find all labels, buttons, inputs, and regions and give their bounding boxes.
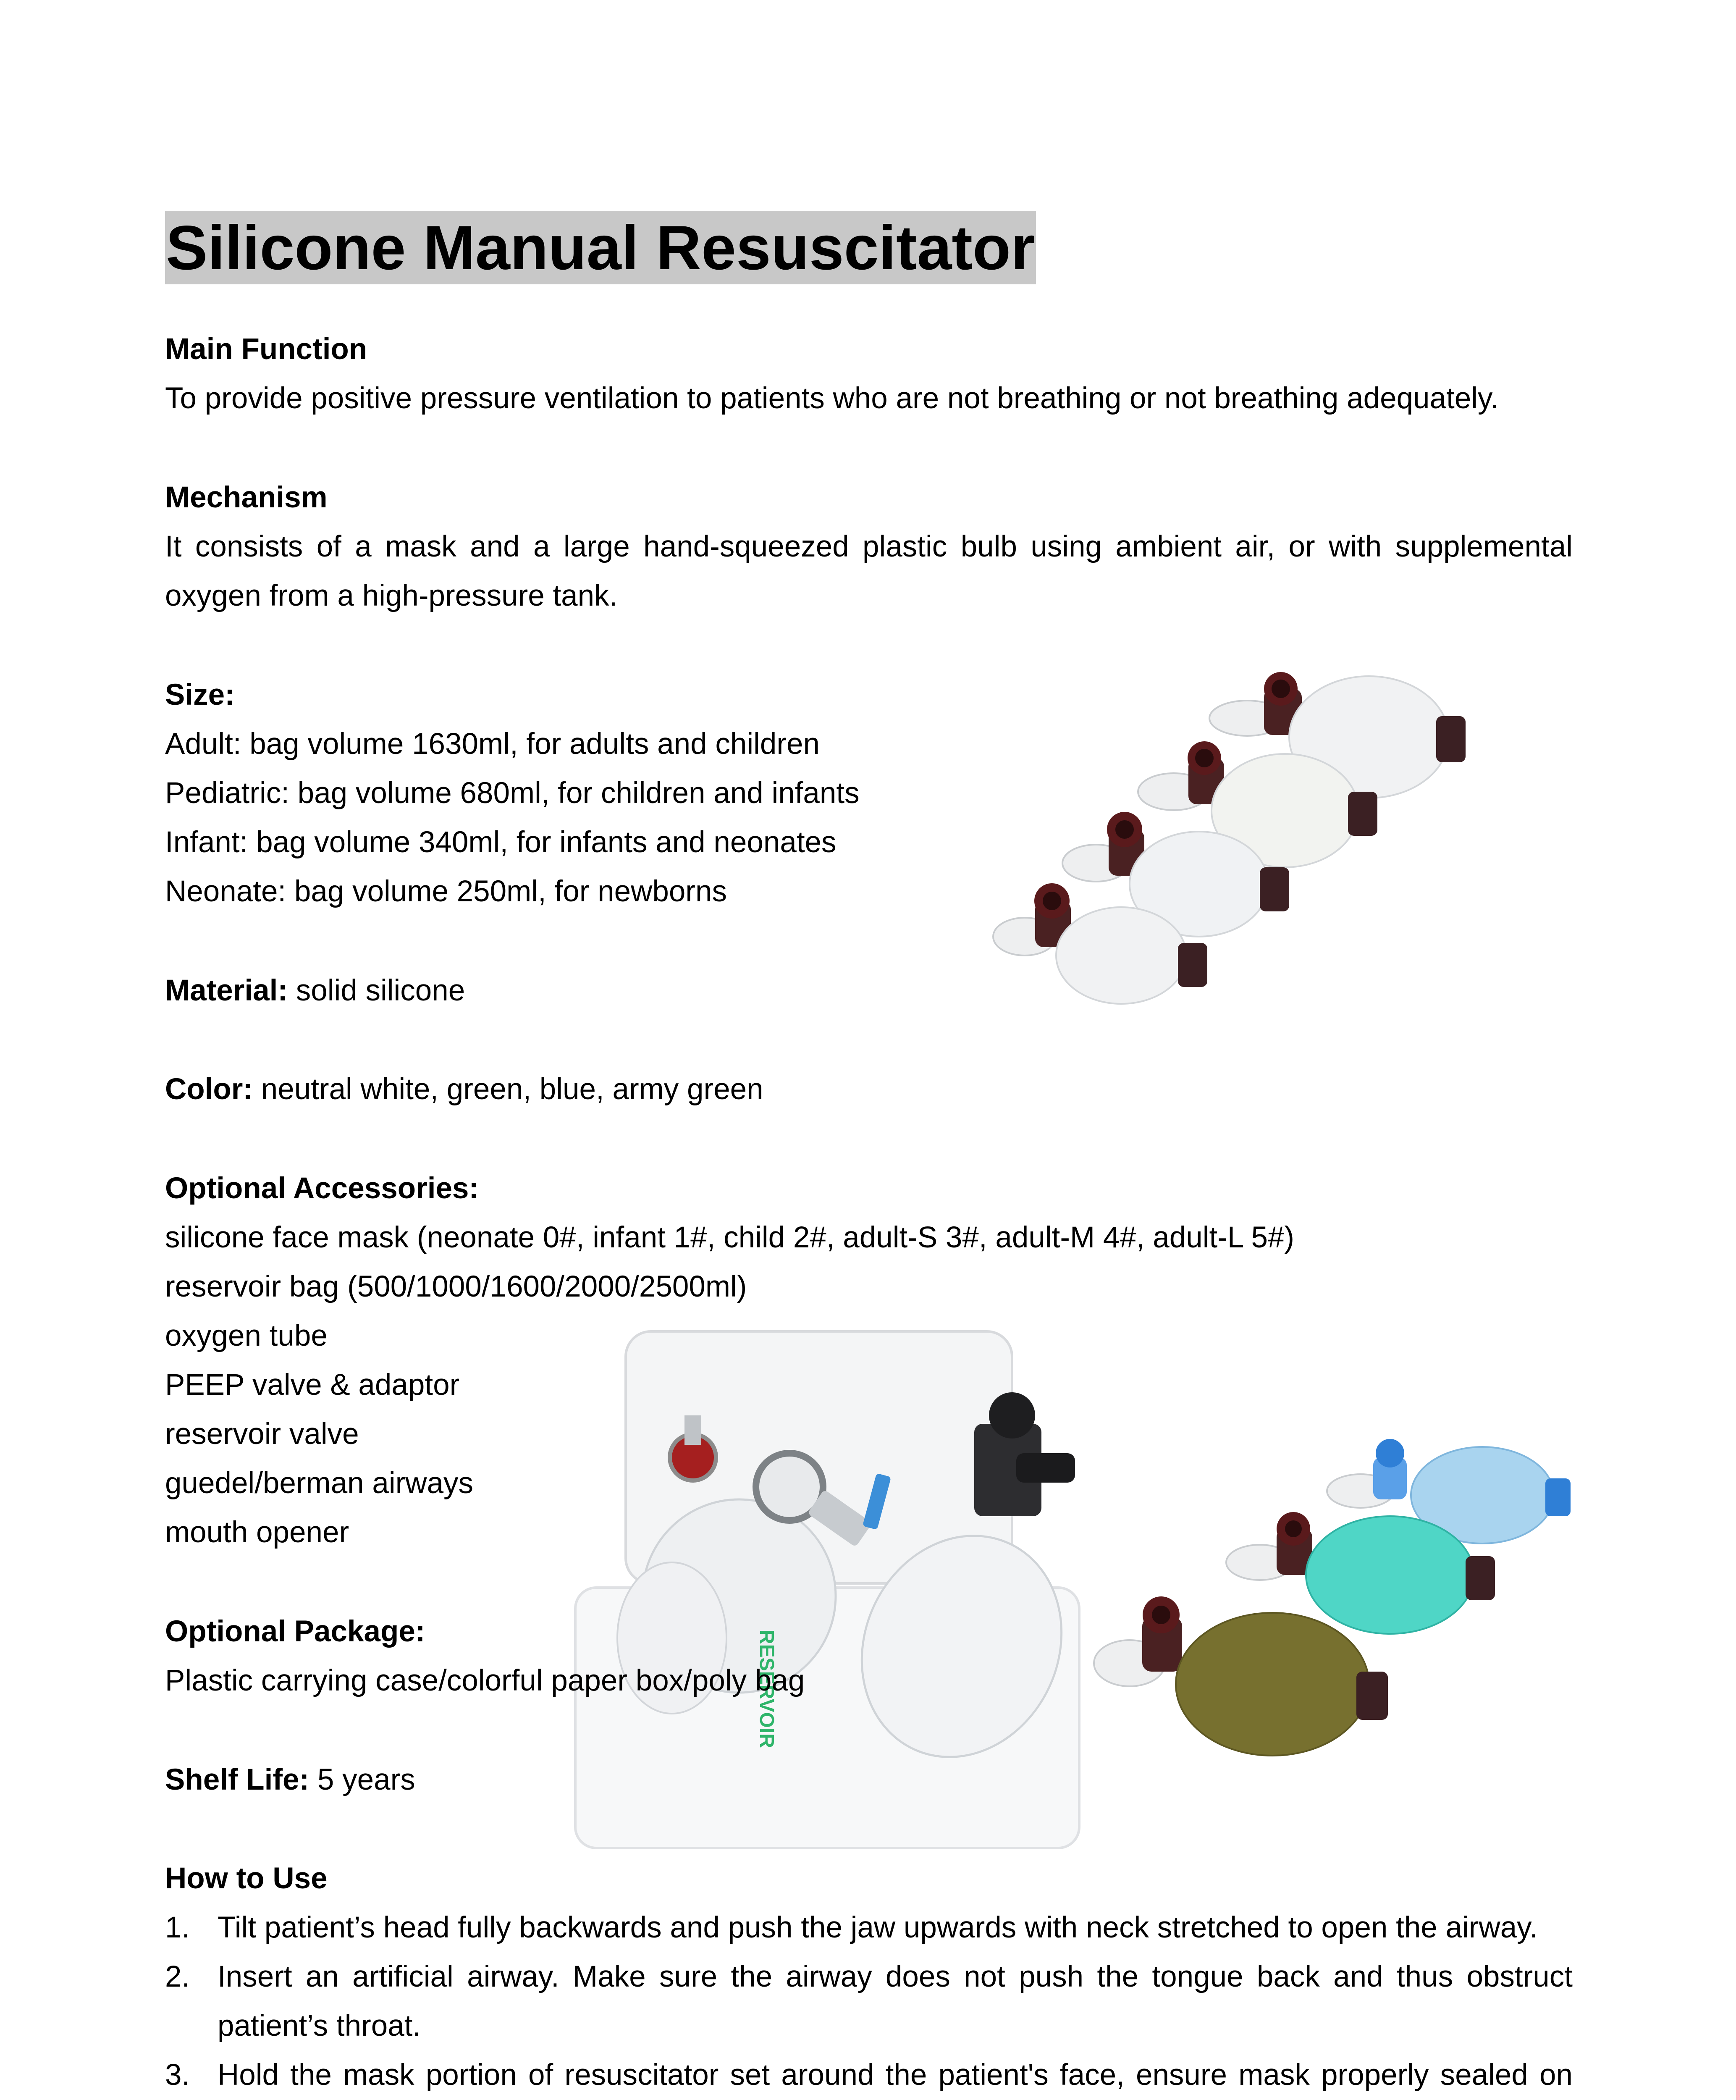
- mechanism-line-1: It consists of a mask and a large hand-squeezed plastic bulb using ambient air, or with supplemental: [165, 530, 1573, 563]
- material-label: Material:: [165, 974, 288, 1007]
- material-line: [165, 966, 465, 1015]
- step-3-line-1: Hold the mask portion of resuscitator set around the patient's face, ensure mask properly sealed on: [218, 2058, 1573, 2092]
- step-number: 2.: [165, 1960, 190, 1993]
- size-item-neonate: Neonate: bag volume 250ml, for newborns: [165, 875, 727, 908]
- step-2-line-2: patient’s throat.: [218, 2009, 421, 2042]
- size-heading: Size:: [165, 678, 235, 711]
- mechanism-heading: Mechanism: [165, 481, 328, 514]
- size-item-pediatric: Pediatric: bag volume 680ml, for children and infants: [165, 777, 860, 810]
- shelf-life-line: [165, 1755, 415, 1804]
- colored-resuscitators-photo: [1109, 1420, 1613, 1798]
- page-title: Silicone Manual Resuscitator: [165, 211, 1036, 284]
- accessories-heading: Optional Accessories:: [165, 1172, 479, 1205]
- accessory-mouth-opener: mouth opener: [165, 1516, 349, 1549]
- accessory-reservoir-valve: reservoir valve: [165, 1418, 359, 1451]
- accessory-reservoir-bag: reservoir bag (500/1000/1600/2000/2500ml): [165, 1270, 747, 1303]
- size-item-adult: Adult: bag volume 1630ml, for adults and children: [165, 727, 820, 761]
- size-item-infant: Infant: bag volume 340ml, for infants and neonates: [165, 826, 837, 859]
- main-function-heading: Main Function: [165, 333, 367, 366]
- accessory-peep-valve: PEEP valve & adaptor: [165, 1368, 460, 1402]
- main-function-text: To provide positive pressure ventilation to patients who are not breathing or not breathing adequately.: [165, 382, 1499, 415]
- color-label: Color:: [165, 1073, 253, 1106]
- reservoir-label: RESERVOIR: [755, 1630, 778, 1748]
- color-line: [165, 1065, 763, 1114]
- step-number: 1.: [165, 1911, 190, 1944]
- mechanism-line-2: oxygen from a high-pressure tank.: [165, 579, 618, 612]
- white-resuscitators-photo: [1016, 638, 1520, 1050]
- package-heading: Optional Package:: [165, 1615, 425, 1648]
- accessory-face-mask: silicone face mask (neonate 0#, infant 1#, child 2#, adult-S 3#, adult-M 4#, adult-L 5#): [165, 1221, 1295, 1254]
- accessory-oxygen-tube: oxygen tube: [165, 1319, 328, 1352]
- package-text: Plastic carrying case/colorful paper box/poly bag: [165, 1664, 805, 1697]
- how-to-use-heading: How to Use: [165, 1862, 328, 1895]
- shelf-life-label: Shelf Life:: [165, 1763, 309, 1796]
- material-value: solid silicone: [287, 974, 465, 1007]
- accessory-airways: guedel/berman airways: [165, 1467, 474, 1500]
- shelf-life-value: 5 years: [309, 1763, 415, 1796]
- carrying-case-photo: [575, 1327, 1130, 1856]
- step-2-line-1: Insert an artificial airway. Make sure the airway does not push the tongue back and thus obstruct: [218, 1960, 1573, 1993]
- step-number: 3.: [165, 2058, 190, 2092]
- step-1-line-1: Tilt patient’s head fully backwards and push the jaw upwards with neck stretched to open the airway.: [218, 1911, 1538, 1944]
- color-value: neutral white, green, blue, army green: [253, 1073, 763, 1106]
